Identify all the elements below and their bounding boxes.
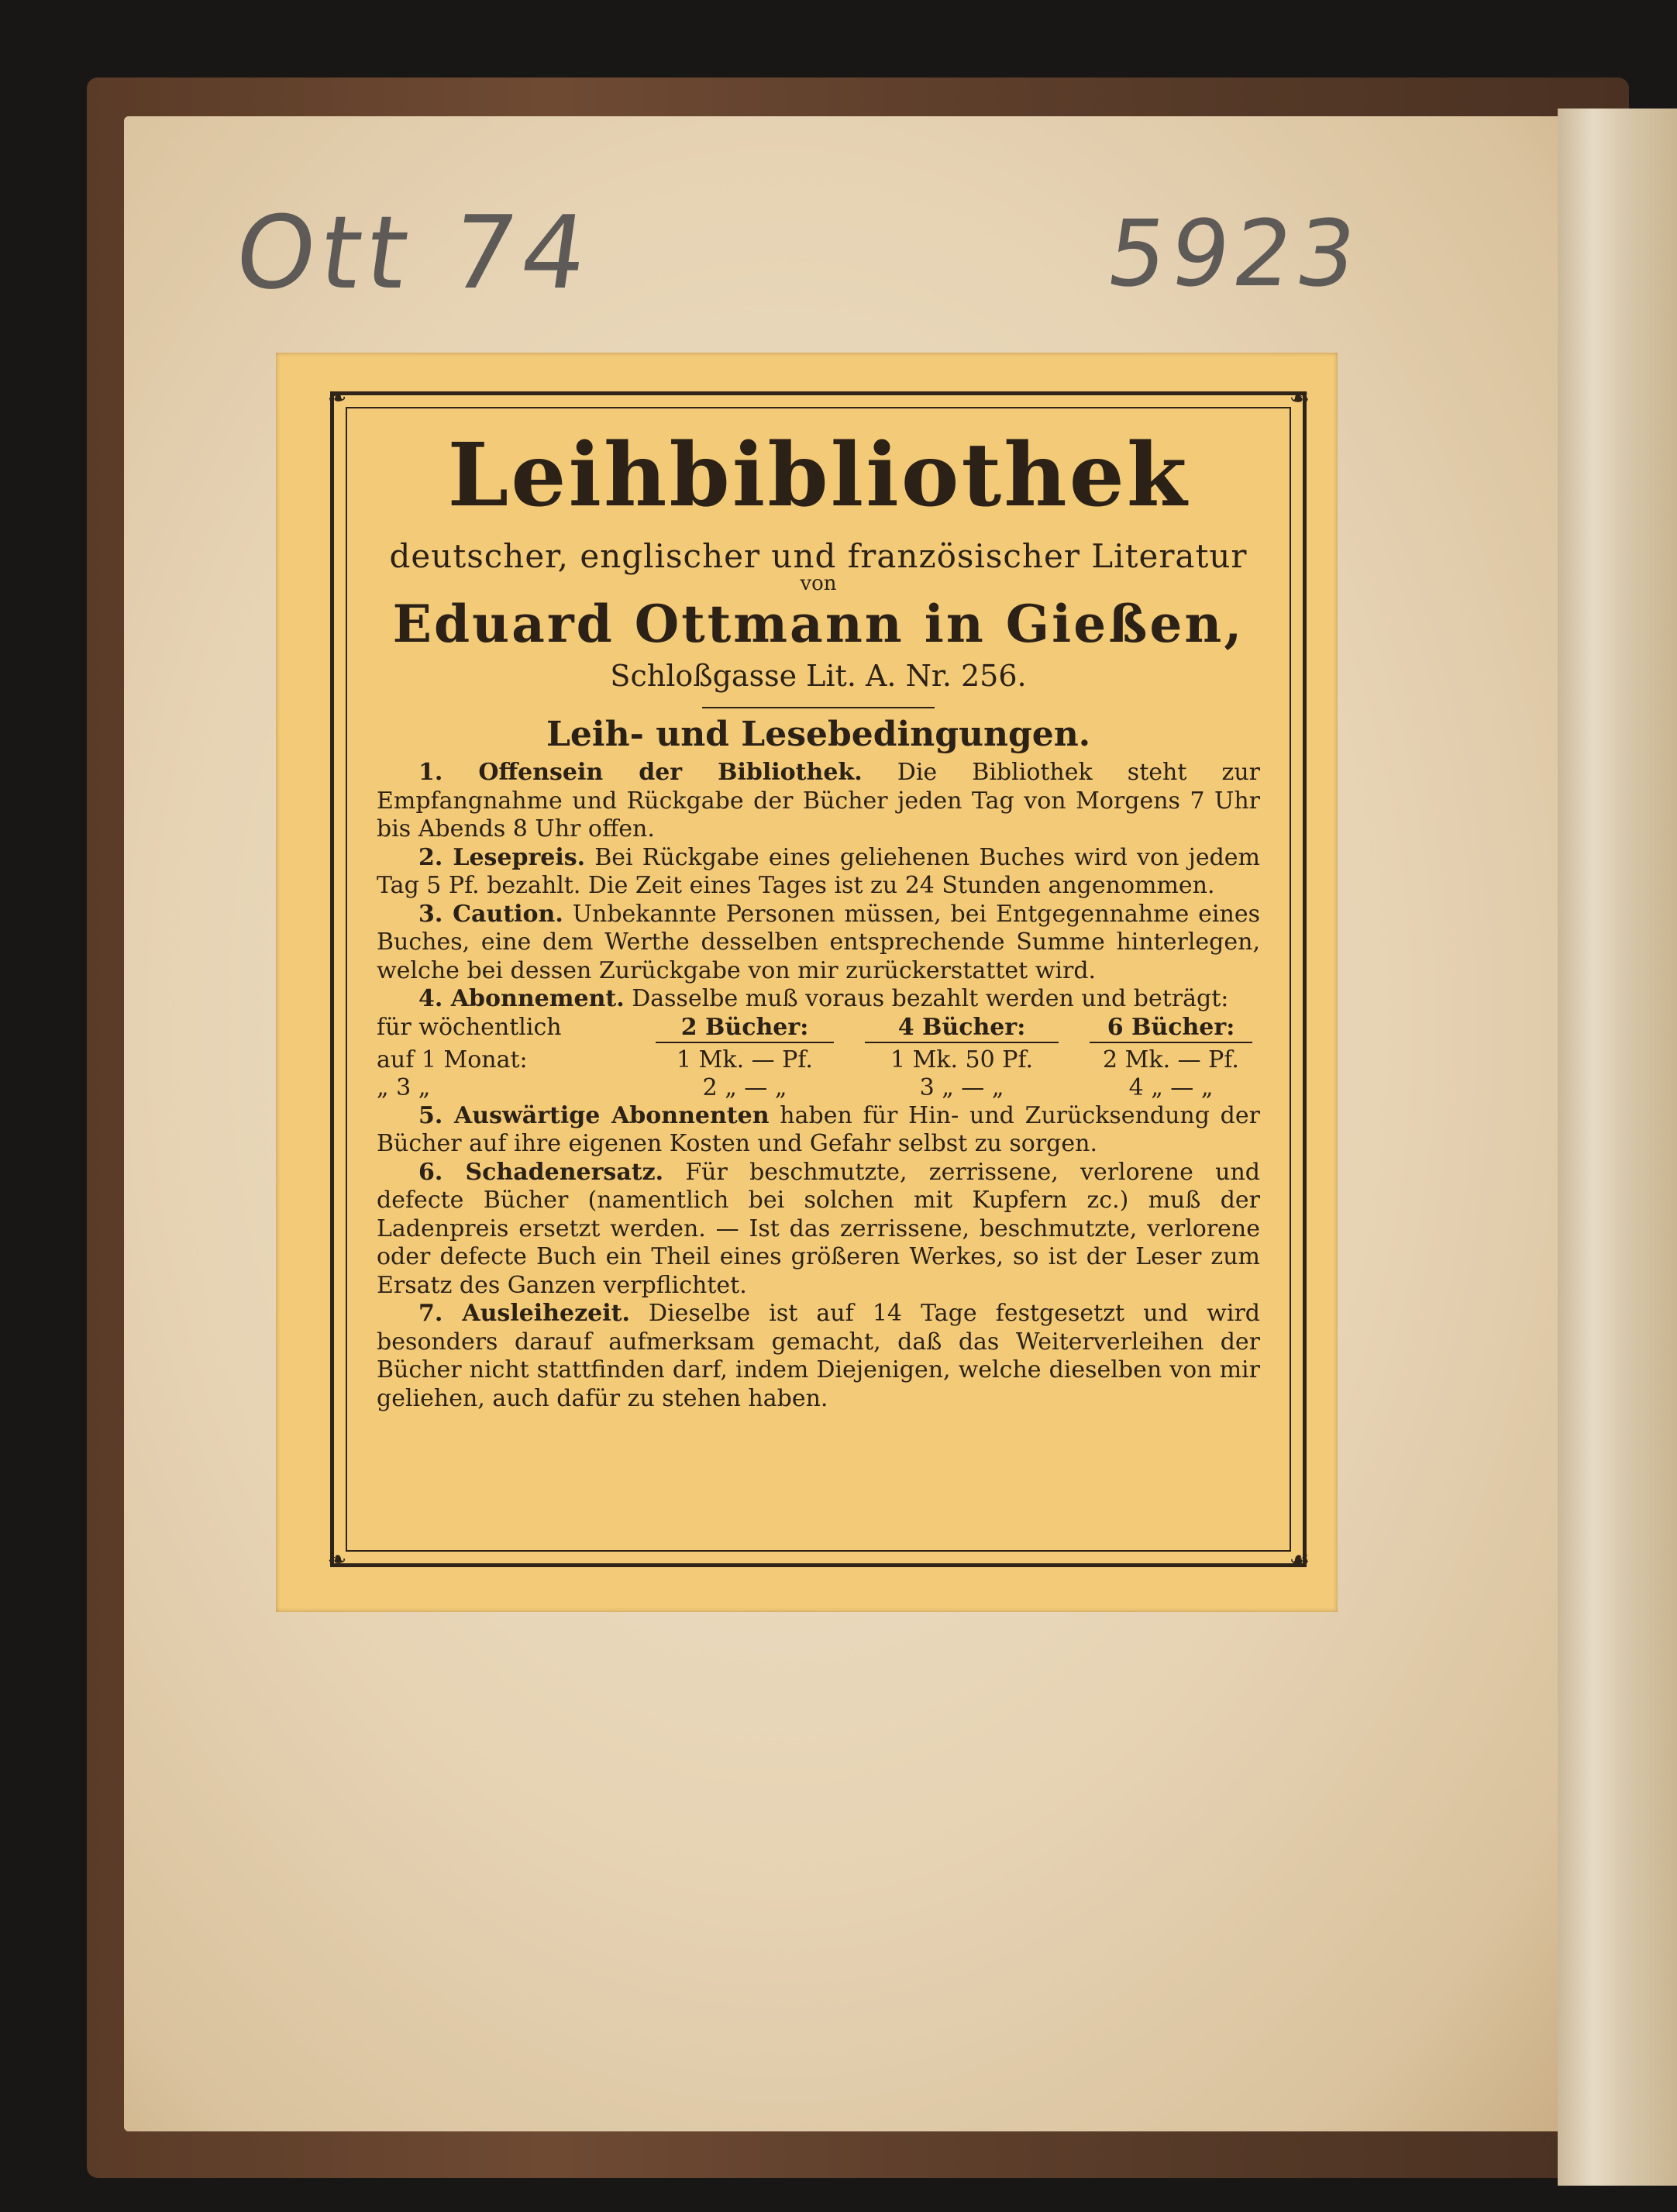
book-gutter-pages — [1558, 109, 1677, 2186]
corner-ornament-icon: ❧ — [327, 384, 347, 412]
table-cell: 2 Mk. — Pf. — [1103, 1046, 1239, 1073]
pencil-shelfmark-right: 5923 — [1100, 200, 1368, 307]
subscription-table — [367, 1014, 1269, 1102]
table-cell: 2 „ — „ — [702, 1073, 787, 1101]
table-cell: 1 Mk. 50 Pf. — [890, 1046, 1034, 1073]
conditions-list — [367, 759, 1269, 1014]
label-von: von — [800, 572, 837, 595]
label-content — [367, 416, 1269, 1413]
divider — [702, 707, 935, 708]
condition-item: 3. Caution. Unbekannte Personen müssen, bei Entgegennahme eines Buches, eine dem Werthe desselben entsprechende Summe hinterlegen, welche bei dessen Zurückgabe von mir zurückerstattet wird. — [377, 900, 1260, 984]
table-col-header: 6 Bücher: — [1090, 1014, 1252, 1043]
corner-ornament-icon: ❧ — [327, 1546, 347, 1573]
condition-item: 2. Lesepreis. Bei Rückgabe eines geliehenen Buches wird von jedem Tag 5 Pf. bezahlt. Die Zeit eines Tages ist zu 24 Stunden angenommen. — [377, 843, 1260, 899]
condition-item: 5. Auswärtige Abonnenten haben für Hin- und Zurücksendung der Bücher auf ihre eigenen Kosten und Gefahr selbst zu sorgen. — [377, 1101, 1260, 1157]
table-cell: 1 Mk. — Pf. — [677, 1046, 813, 1073]
table-row-header-label: für wöchentlich — [377, 1013, 562, 1041]
corner-ornament-icon: ☙ — [1289, 384, 1310, 412]
condition-item: 4. Abonnement. Dasselbe muß voraus bezahlt werden und beträgt: — [418, 985, 1229, 1012]
label-title: Leihbibliothek — [447, 425, 1190, 526]
library-label — [276, 353, 1338, 1612]
conditions-list-continued — [367, 1102, 1269, 1414]
table-col-header: 4 Bücher: — [865, 1014, 1059, 1043]
table-row-label: „ 3 „ — [377, 1073, 431, 1101]
table-col-header: 2 Bücher: — [656, 1014, 834, 1043]
pencil-shelfmark-left: Ott 74 — [228, 194, 601, 312]
table-row-label: auf 1 Monat: — [377, 1046, 528, 1073]
condition-item: 7. Ausleihezeit. Dieselbe ist auf 14 Tage festgesetzt und wird besonders darauf aufmerksam gemacht, daß das Weiterverleihen der Bücher nicht stattfinden darf, indem Diejenigen, welche dieselben von mir geliehen, auch dafür zu stehen haben. — [377, 1300, 1260, 1412]
label-owner: Eduard Ottmann in Gießen, — [392, 594, 1245, 654]
label-subtitle: deutscher, englischer und französischer Literatur — [389, 537, 1248, 575]
table-cell: 4 „ — „ — [1128, 1073, 1214, 1101]
table-cell: 3 „ — „ — [919, 1073, 1004, 1101]
condition-item: 1. Offensein der Bibliothek. Die Bibliothek steht zur Empfangnahme und Rückgabe der Bücher jeden Tag von Morgens 7 Uhr bis Abends 8 Uhr offen. — [377, 759, 1260, 842]
corner-ornament-icon: ☙ — [1289, 1546, 1310, 1573]
conditions-heading: Leih- und Lesebedingungen. — [546, 715, 1091, 754]
label-address: Schloßgasse Lit. A. Nr. 256. — [610, 659, 1027, 693]
condition-item: 6. Schadenersatz. Für beschmutzte, zerrissene, verlorene und defecte Bücher (namentlich bei solchen mit Kupfern zc.) muß der Ladenpreis ersetzt werden. — Ist das zerrissene, beschmutzte, verlorene oder defecte Buch ein Theil eines größeren Werkes, so ist der Leser zum Ersatz des Ganzen verpflichtet. — [377, 1158, 1260, 1299]
